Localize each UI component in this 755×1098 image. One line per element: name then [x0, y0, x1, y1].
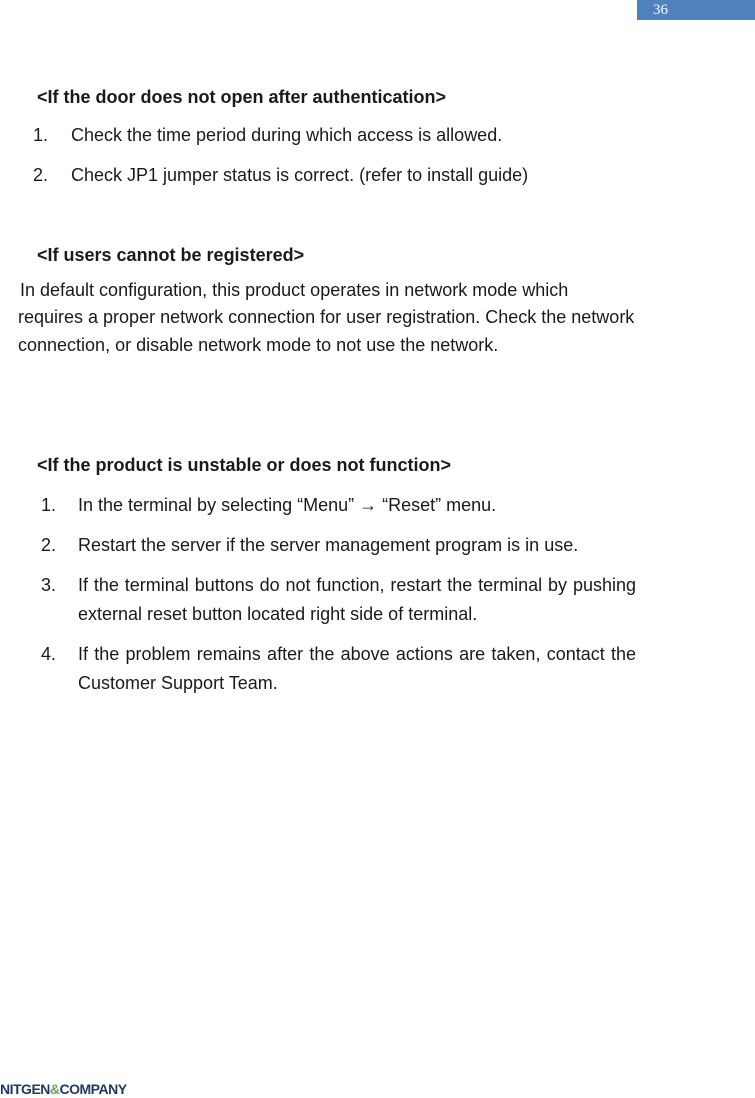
list-item-number: 3. — [41, 575, 57, 595]
heading-door-not-open: <If the door does not open after authentication> — [37, 87, 447, 107]
list-item — [41, 491, 636, 520]
list-item-text: Check JP1 jumper status is correct. (refer to install guide) — [71, 165, 529, 185]
list-item-text: If the problem remains after the above actions are taken, contact the Customer Support Team. — [78, 644, 636, 693]
list-item — [41, 640, 636, 698]
door-troubleshoot-list — [33, 123, 633, 203]
logo-ampersand: & — [49, 1081, 60, 1097]
logo-text-company: COMPANY — [59, 1081, 127, 1097]
list-item-text: If the terminal buttons do not function, restart the terminal by pushing external reset button located right side of terminal. — [78, 575, 636, 624]
logo-text-nitgen: NITGEN — [0, 1081, 50, 1097]
company-logo — [0, 1080, 127, 1098]
list-item-number: 2. — [41, 535, 57, 555]
list-item — [41, 571, 636, 629]
unstable-troubleshoot-list — [41, 491, 636, 709]
register-paragraph — [18, 277, 638, 359]
heading-product-unstable: <If the product is unstable or does not function> — [37, 455, 452, 475]
list-item-text: Check the time period during which access is allowed. — [71, 125, 503, 145]
heading-users-not-registered: <If users cannot be registered> — [37, 245, 305, 265]
list-item-text: Restart the server if the server management program is in use. — [78, 535, 579, 555]
list-item-number: 1. — [33, 125, 49, 145]
list-item-number: 2. — [33, 165, 49, 185]
list-item — [33, 123, 633, 163]
list-item — [41, 531, 636, 560]
list-item-number: 1. — [41, 495, 57, 515]
list-item — [33, 163, 633, 203]
page-number: 36 — [637, 0, 755, 20]
list-item-text: In the terminal by selecting “Menu” → “Reset” menu. — [78, 495, 497, 515]
register-paragraph-text: In default configuration, this product operates in network mode which requires a proper network connection for user registration. Check the network connection, or disable network mode to not use the network. — [18, 280, 635, 355]
list-item-number: 4. — [41, 644, 57, 664]
